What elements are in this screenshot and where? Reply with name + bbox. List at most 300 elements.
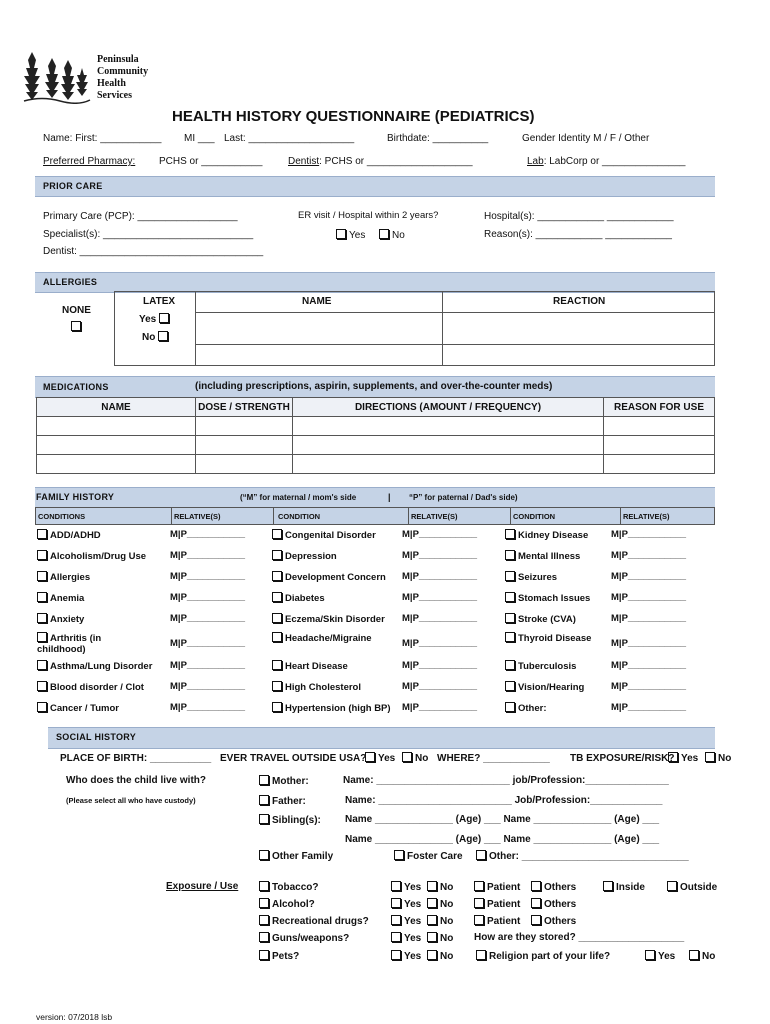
- checkbox-icon[interactable]: [505, 702, 515, 712]
- allergy-reaction-header: REACTION: [553, 296, 606, 307]
- relative-field[interactable]: M|P___________: [402, 550, 478, 561]
- reasons-field[interactable]: Reason(s): ____________ ____________: [484, 229, 672, 240]
- no-label: No: [440, 916, 454, 927]
- family-condition-label: High Cholesterol: [285, 682, 362, 693]
- relative-field[interactable]: M|P___________: [611, 638, 687, 649]
- family-condition-label: Asthma/Lung Disorder: [50, 661, 153, 672]
- exposure-item-label: Recreational drugs?: [272, 916, 369, 927]
- hospitals-field[interactable]: Hospital(s): ____________ ____________: [484, 211, 674, 222]
- med-cell[interactable]: [604, 455, 715, 474]
- place-of-birth-field[interactable]: PLACE OF BIRTH: ___________: [60, 753, 212, 764]
- med-col-directions: DIRECTIONS (AMOUNT / FREQUENCY): [293, 398, 604, 417]
- family-condition-item[interactable]: [272, 592, 325, 604]
- social-history-band: [48, 727, 715, 749]
- exposure-no-option[interactable]: [427, 950, 453, 962]
- family-condition-label: Congenital Disorder: [285, 530, 376, 541]
- er-yes-option[interactable]: [336, 229, 365, 241]
- relative-field[interactable]: M|P___________: [402, 638, 478, 649]
- mother-label: Mother:: [272, 776, 309, 787]
- prior-care-band: [35, 176, 715, 197]
- checkbox-icon[interactable]: [272, 681, 282, 691]
- travel-no-option[interactable]: [402, 752, 428, 764]
- family-condition-label: Cancer / Tumor: [50, 703, 119, 714]
- fh-col-conditions: CONDITIONS: [36, 508, 172, 525]
- religion-no-option[interactable]: [689, 950, 715, 962]
- family-condition-item[interactable]: [272, 660, 348, 672]
- exposure-yes-option[interactable]: [391, 898, 421, 910]
- family-condition-item[interactable]: [272, 613, 385, 625]
- last-name-field[interactable]: Last: ___________________: [224, 133, 355, 144]
- family-condition-item[interactable]: [37, 592, 84, 604]
- family-history-band: [35, 487, 715, 509]
- relative-field[interactable]: M|P___________: [611, 592, 687, 603]
- others-option[interactable]: [531, 898, 576, 910]
- exposure-label: Exposure / Use: [166, 881, 239, 892]
- checkbox-icon[interactable]: [531, 915, 541, 925]
- religion-option[interactable]: [476, 950, 610, 962]
- outside-label: Outside: [680, 882, 718, 893]
- patient-option[interactable]: [474, 915, 520, 927]
- family-condition-item[interactable]: [505, 571, 557, 583]
- family-condition-item[interactable]: [505, 550, 580, 562]
- family-condition-label: Allergies: [50, 572, 91, 583]
- checkbox-icon[interactable]: [474, 881, 484, 891]
- med-cell[interactable]: [37, 436, 196, 455]
- siblings-line-1[interactable]: Name ______________ (Age) ___ Name ______________ (Age) ___: [345, 814, 660, 825]
- checkbox-icon[interactable]: [259, 881, 269, 891]
- checkbox-icon[interactable]: [37, 632, 47, 642]
- relative-field[interactable]: M|P___________: [611, 529, 687, 540]
- mother-option[interactable]: [259, 775, 309, 787]
- inside-option[interactable]: [603, 881, 645, 893]
- relative-field[interactable]: M|P___________: [402, 529, 478, 540]
- family-condition-label: Hypertension (high BP): [285, 703, 391, 714]
- patient-label: Patient: [487, 899, 521, 910]
- pharmacy-field[interactable]: PCHS or ___________: [159, 156, 263, 167]
- siblings-option[interactable]: [259, 814, 321, 826]
- relative-field[interactable]: M|P___________: [170, 702, 246, 713]
- family-condition-label: Vision/Hearing: [518, 682, 585, 693]
- no-label: No: [440, 951, 454, 962]
- med-col-reason: REASON FOR USE: [604, 398, 715, 417]
- family-condition-label: Alcoholism/Drug Use: [50, 551, 147, 562]
- checkbox-icon[interactable]: [272, 613, 282, 623]
- checkbox-icon[interactable]: [272, 550, 282, 560]
- family-condition-label: Eczema/Skin Disorder: [285, 614, 385, 625]
- no-label: No: [440, 882, 454, 893]
- exposure-yes-option[interactable]: [391, 881, 421, 893]
- checkbox-icon[interactable]: [272, 592, 282, 602]
- checkbox-icon[interactable]: [505, 613, 515, 623]
- yes-label: Yes: [658, 951, 676, 962]
- fh-col-condition: CONDITION: [511, 508, 621, 525]
- family-condition-item[interactable]: [272, 632, 372, 644]
- family-condition-item[interactable]: [37, 660, 152, 672]
- version-footer: version: 07/2018 lsb: [36, 1012, 113, 1022]
- checkbox-icon[interactable]: [365, 752, 375, 762]
- exposure-item-rec_drugs[interactable]: [259, 915, 369, 927]
- relative-field[interactable]: M|P___________: [402, 592, 478, 603]
- checkbox-icon[interactable]: [476, 850, 486, 860]
- prior-care-header: PRIOR CARE: [43, 181, 103, 191]
- checkbox-icon[interactable]: [391, 932, 401, 942]
- family-condition-item[interactable]: [505, 529, 588, 541]
- exposure-yes-option[interactable]: [391, 950, 421, 962]
- family-condition-item[interactable]: [272, 529, 376, 541]
- relative-field[interactable]: M|P___________: [170, 571, 246, 582]
- checkbox-icon[interactable]: [259, 814, 269, 824]
- family-condition-item[interactable]: [505, 681, 584, 693]
- checkbox-icon[interactable]: [259, 932, 269, 942]
- checkbox-icon[interactable]: [259, 775, 269, 785]
- org-line: Health: [97, 78, 126, 89]
- arthritis-line2: childhood): [37, 644, 86, 655]
- family-condition-item[interactable]: [37, 550, 146, 562]
- med-col-dose: DOSE / STRENGTH: [196, 398, 293, 417]
- family-note-sep: |: [388, 492, 391, 502]
- er-no-option[interactable]: [379, 229, 405, 241]
- family-condition-item[interactable]: [272, 550, 337, 562]
- checkbox-icon[interactable]: [37, 529, 47, 539]
- relative-field[interactable]: M|P___________: [402, 702, 478, 713]
- dentist-field[interactable]: [288, 156, 473, 167]
- relative-field[interactable]: M|P___________: [402, 660, 478, 671]
- checkbox-icon[interactable]: [645, 950, 655, 960]
- exposure-no-option[interactable]: [427, 898, 453, 910]
- birthdate-field[interactable]: Birthdate: __________: [387, 133, 489, 144]
- patient-option[interactable]: [474, 898, 520, 910]
- checkbox-icon[interactable]: [71, 321, 81, 331]
- exposure-item-tobacco[interactable]: [259, 881, 318, 893]
- checkbox-icon[interactable]: [272, 702, 282, 712]
- relative-field[interactable]: M|P___________: [611, 660, 687, 671]
- religion-label: Religion part of your life?: [489, 951, 611, 962]
- med-cell[interactable]: [293, 455, 604, 474]
- allergy-name-cell[interactable]: [196, 313, 443, 345]
- latex-yes-option[interactable]: [139, 313, 172, 325]
- family-condition-label: Depression: [285, 551, 337, 562]
- relative-field[interactable]: M|P___________: [170, 550, 246, 561]
- lab-label: Lab: [527, 156, 544, 167]
- checkbox-icon[interactable]: [531, 881, 541, 891]
- exposure-no-option[interactable]: [427, 915, 453, 927]
- checkbox-icon[interactable]: [427, 950, 437, 960]
- pcp-field[interactable]: Primary Care (PCP): __________________: [43, 211, 238, 222]
- checkbox-icon[interactable]: [391, 915, 401, 925]
- family-history-header: FAMILY HISTORY: [36, 492, 115, 502]
- exposure-yes-option[interactable]: [391, 915, 421, 927]
- checkbox-icon[interactable]: [37, 571, 47, 581]
- page-title: HEALTH HISTORY QUESTIONNAIRE (PEDIATRICS): [172, 108, 535, 125]
- family-condition-item[interactable]: [505, 702, 547, 714]
- family-condition-label: ADD/ADHD: [50, 530, 101, 541]
- checkbox-icon[interactable]: [667, 881, 677, 891]
- family-condition-label: Other:: [518, 703, 547, 714]
- relative-field[interactable]: M|P___________: [402, 613, 478, 624]
- family-note-maternal: (“M” for maternal / mom's side: [240, 493, 357, 502]
- med-cell[interactable]: [293, 436, 604, 455]
- travel-no-label: No: [415, 753, 429, 764]
- relative-field[interactable]: M|P___________: [170, 592, 246, 603]
- father-name-field[interactable]: Name: ________________________ Job/Profession:_____________: [345, 795, 663, 806]
- relative-field[interactable]: M|P___________: [611, 681, 687, 692]
- others-option[interactable]: [531, 915, 576, 927]
- relative-field[interactable]: M|P___________: [402, 571, 478, 582]
- checkbox-icon[interactable]: [259, 950, 269, 960]
- others-label: Others: [544, 916, 577, 927]
- checkbox-icon[interactable]: [259, 898, 269, 908]
- family-condition-item[interactable]: [272, 681, 361, 693]
- relative-field[interactable]: M|P___________: [611, 550, 687, 561]
- foster-care-label: Foster Care: [407, 851, 463, 862]
- lab-value: : LabCorp or _______________: [543, 156, 686, 167]
- checkbox-icon[interactable]: [427, 932, 437, 942]
- exposure-item-label: Alcohol?: [272, 899, 315, 910]
- tb-question: TB EXPOSURE/RISK?: [570, 753, 675, 764]
- checkbox-icon[interactable]: [505, 550, 515, 560]
- stored-label: How are they stored? ___________________: [474, 932, 685, 943]
- patient-label: Patient: [487, 916, 521, 927]
- med-cell[interactable]: [196, 417, 293, 436]
- where-field[interactable]: WHERE? ____________: [437, 753, 550, 764]
- father-option[interactable]: [259, 795, 306, 807]
- exposure-item-pets[interactable]: [259, 950, 299, 962]
- exposure-yes-option[interactable]: [391, 932, 421, 944]
- checkbox-icon[interactable]: [379, 229, 389, 239]
- relative-field[interactable]: M|P___________: [170, 529, 246, 540]
- family-condition-label: Anemia: [50, 593, 85, 604]
- yes-label: Yes: [404, 951, 422, 962]
- checkbox-icon[interactable]: [476, 950, 486, 960]
- no-label: No: [440, 899, 454, 910]
- other-label: Other: ______________________________: [489, 851, 689, 862]
- dentist-label: Dentist: [288, 156, 320, 167]
- org-line: Community: [97, 66, 149, 77]
- select-all-note: (Please select all who have custody): [66, 796, 196, 805]
- checkbox-icon[interactable]: [505, 529, 515, 539]
- family-condition-label: Anxiety: [50, 614, 85, 625]
- latex-yes-label: Yes: [139, 314, 157, 325]
- allergies-header: ALLERGIES: [43, 277, 98, 287]
- father-label: Father:: [272, 796, 306, 807]
- family-condition-item[interactable]: [37, 681, 144, 693]
- family-condition-label: Seizures: [518, 572, 558, 583]
- exposure-no-option[interactable]: [427, 932, 453, 944]
- allergy-name-cell[interactable]: [196, 345, 443, 366]
- relative-field[interactable]: M|P___________: [170, 660, 246, 671]
- family-condition-item[interactable]: [272, 702, 391, 714]
- trees-logo-icon: [22, 48, 92, 104]
- mother-name-field[interactable]: Name: ________________________ job/Profession:_______________: [343, 775, 669, 786]
- checkbox-icon[interactable]: [531, 898, 541, 908]
- other-family-option[interactable]: [259, 850, 333, 862]
- family-condition-item[interactable]: [37, 571, 90, 583]
- checkbox-icon[interactable]: [272, 571, 282, 581]
- checkbox-icon[interactable]: [505, 660, 515, 670]
- yes-label: Yes: [404, 916, 422, 927]
- checkbox-icon[interactable]: [474, 898, 484, 908]
- relative-field[interactable]: M|P___________: [402, 681, 478, 692]
- religion-yes-option[interactable]: [645, 950, 675, 962]
- checkbox-icon[interactable]: [603, 881, 613, 891]
- pharmacy-label: Preferred Pharmacy:: [43, 156, 136, 167]
- none-label: NONE: [62, 305, 91, 316]
- exposure-item-guns[interactable]: [259, 932, 349, 944]
- allergies-band: [35, 272, 715, 293]
- checkbox-icon[interactable]: [37, 702, 47, 712]
- travel-yes-label: Yes: [378, 753, 396, 764]
- checkbox-icon[interactable]: [37, 660, 47, 670]
- checkbox-icon[interactable]: [402, 752, 412, 762]
- allergy-reaction-cell[interactable]: [443, 313, 715, 345]
- med-cell[interactable]: [37, 417, 196, 436]
- no-label: No: [440, 933, 454, 944]
- family-condition-label: Headache/Migraine: [285, 633, 372, 644]
- exposure-item-label: Guns/weapons?: [272, 933, 350, 944]
- guns-stored-field[interactable]: [474, 932, 684, 943]
- medications-header: MEDICATIONS: [43, 382, 109, 392]
- checkbox-icon[interactable]: [259, 795, 269, 805]
- prior-dentist-field[interactable]: Dentist: _________________________________: [43, 246, 264, 257]
- latex-no-label: No: [142, 332, 156, 343]
- er-no-label: No: [392, 230, 405, 241]
- yes-label: Yes: [404, 882, 422, 893]
- org-name: [97, 54, 148, 102]
- checkbox-icon[interactable]: [427, 915, 437, 925]
- latex-no-option[interactable]: [142, 331, 171, 343]
- family-condition-item[interactable]: [505, 660, 576, 672]
- family-condition-item[interactable]: [505, 613, 576, 625]
- family-condition-label: Thyroid Disease: [518, 633, 592, 644]
- tb-yes-option[interactable]: [668, 752, 698, 764]
- checkbox-icon[interactable]: [37, 592, 47, 602]
- checkbox-icon[interactable]: [505, 681, 515, 691]
- med-cell[interactable]: [293, 417, 604, 436]
- fh-col-relatives: RELATIVE(S): [409, 508, 511, 525]
- others-label: Others: [544, 882, 577, 893]
- checkbox-icon[interactable]: [474, 915, 484, 925]
- checkbox-icon[interactable]: [259, 915, 269, 925]
- relative-field[interactable]: M|P___________: [611, 613, 687, 624]
- lab-field[interactable]: [527, 156, 685, 167]
- checkbox-icon[interactable]: [272, 632, 282, 642]
- exposure-item-alcohol[interactable]: [259, 898, 315, 910]
- tb-no-option[interactable]: [705, 752, 731, 764]
- checkbox-icon[interactable]: [272, 529, 282, 539]
- checkbox-icon[interactable]: [336, 229, 346, 239]
- checkbox-icon[interactable]: [505, 592, 515, 602]
- family-condition-item[interactable]: [272, 571, 386, 583]
- checkbox-icon[interactable]: [272, 660, 282, 670]
- family-condition-item[interactable]: [37, 632, 101, 644]
- family-condition-label: Stomach Issues: [518, 593, 591, 604]
- family-col-header-table: [35, 507, 715, 525]
- relative-field[interactable]: M|P___________: [611, 571, 687, 582]
- med-cell[interactable]: [604, 436, 715, 455]
- other-option[interactable]: [476, 850, 689, 862]
- checkbox-icon[interactable]: [505, 632, 515, 642]
- family-condition-item[interactable]: [37, 613, 84, 625]
- no-label: No: [702, 951, 716, 962]
- checkbox-icon[interactable]: [427, 881, 437, 891]
- checkbox-icon[interactable]: [505, 571, 515, 581]
- specialists-field[interactable]: Specialist(s): ___________________________: [43, 229, 254, 240]
- org-line: Services: [97, 90, 132, 101]
- family-condition-item[interactable]: [37, 702, 119, 714]
- relative-field[interactable]: M|P___________: [170, 638, 246, 649]
- others-label: Others: [544, 899, 577, 910]
- family-condition-label: Kidney Disease: [518, 530, 589, 541]
- others-option[interactable]: [531, 881, 576, 893]
- checkbox-icon[interactable]: [391, 881, 401, 891]
- allergy-reaction-cell[interactable]: [443, 345, 715, 366]
- med-cell[interactable]: [37, 455, 196, 474]
- relative-field[interactable]: M|P___________: [170, 613, 246, 624]
- fh-col-condition: CONDITION: [274, 508, 409, 525]
- none-checkbox[interactable]: [71, 321, 84, 333]
- checkbox-icon[interactable]: [391, 898, 401, 908]
- relative-field[interactable]: M|P___________: [611, 702, 687, 713]
- checkbox-icon[interactable]: [259, 850, 269, 860]
- family-condition-item[interactable]: [505, 632, 591, 644]
- outside-option[interactable]: [667, 881, 717, 893]
- tb-no-label: No: [718, 753, 732, 764]
- family-condition-label: Mental Illness: [518, 551, 581, 562]
- other-family-label: Other Family: [272, 851, 334, 862]
- checkbox-icon[interactable]: [37, 613, 47, 623]
- checkbox-icon[interactable]: [427, 898, 437, 908]
- yes-label: Yes: [404, 899, 422, 910]
- family-condition-item[interactable]: [37, 529, 101, 541]
- family-condition-label: Arthritis (in: [50, 633, 102, 644]
- allergies-table: [114, 291, 715, 366]
- relative-field[interactable]: M|P___________: [170, 681, 246, 692]
- name-first-field[interactable]: Name: First: ___________: [43, 133, 162, 144]
- checkbox-icon[interactable]: [37, 681, 47, 691]
- family-condition-item[interactable]: [505, 592, 590, 604]
- mi-field[interactable]: MI ___: [184, 133, 215, 144]
- checkbox-icon[interactable]: [394, 850, 404, 860]
- checkbox-icon[interactable]: [668, 752, 678, 762]
- checkbox-icon[interactable]: [37, 550, 47, 560]
- med-cell[interactable]: [196, 455, 293, 474]
- yes-label: Yes: [404, 933, 422, 944]
- patient-option[interactable]: [474, 881, 520, 893]
- travel-yes-option[interactable]: [365, 752, 395, 764]
- gender-field[interactable]: Gender Identity M / F / Other: [522, 133, 650, 144]
- med-col-name: NAME: [37, 398, 196, 417]
- siblings-line-2[interactable]: Name ______________ (Age) ___ Name ______________ (Age) ___: [345, 834, 660, 845]
- checkbox-icon[interactable]: [159, 313, 169, 323]
- exposure-no-option[interactable]: [427, 881, 453, 893]
- fh-col-relatives: RELATIVE(S): [172, 508, 274, 525]
- checkbox-icon[interactable]: [705, 752, 715, 762]
- latex-label: LATEX: [143, 296, 176, 307]
- siblings-label: Sibling(s):: [272, 815, 321, 826]
- foster-care-option[interactable]: [394, 850, 463, 862]
- family-condition-label: Tuberculosis: [518, 661, 577, 672]
- med-cell[interactable]: [604, 417, 715, 436]
- checkbox-icon[interactable]: [158, 331, 168, 341]
- family-condition-label: Development Concern: [285, 572, 386, 583]
- er-yes-label: Yes: [349, 230, 366, 241]
- checkbox-icon[interactable]: [391, 950, 401, 960]
- medications-table: [36, 397, 715, 474]
- med-cell[interactable]: [196, 436, 293, 455]
- dentist-value: : PCHS or ___________________: [319, 156, 473, 167]
- checkbox-icon[interactable]: [689, 950, 699, 960]
- exposure-item-label: Tobacco?: [272, 882, 319, 893]
